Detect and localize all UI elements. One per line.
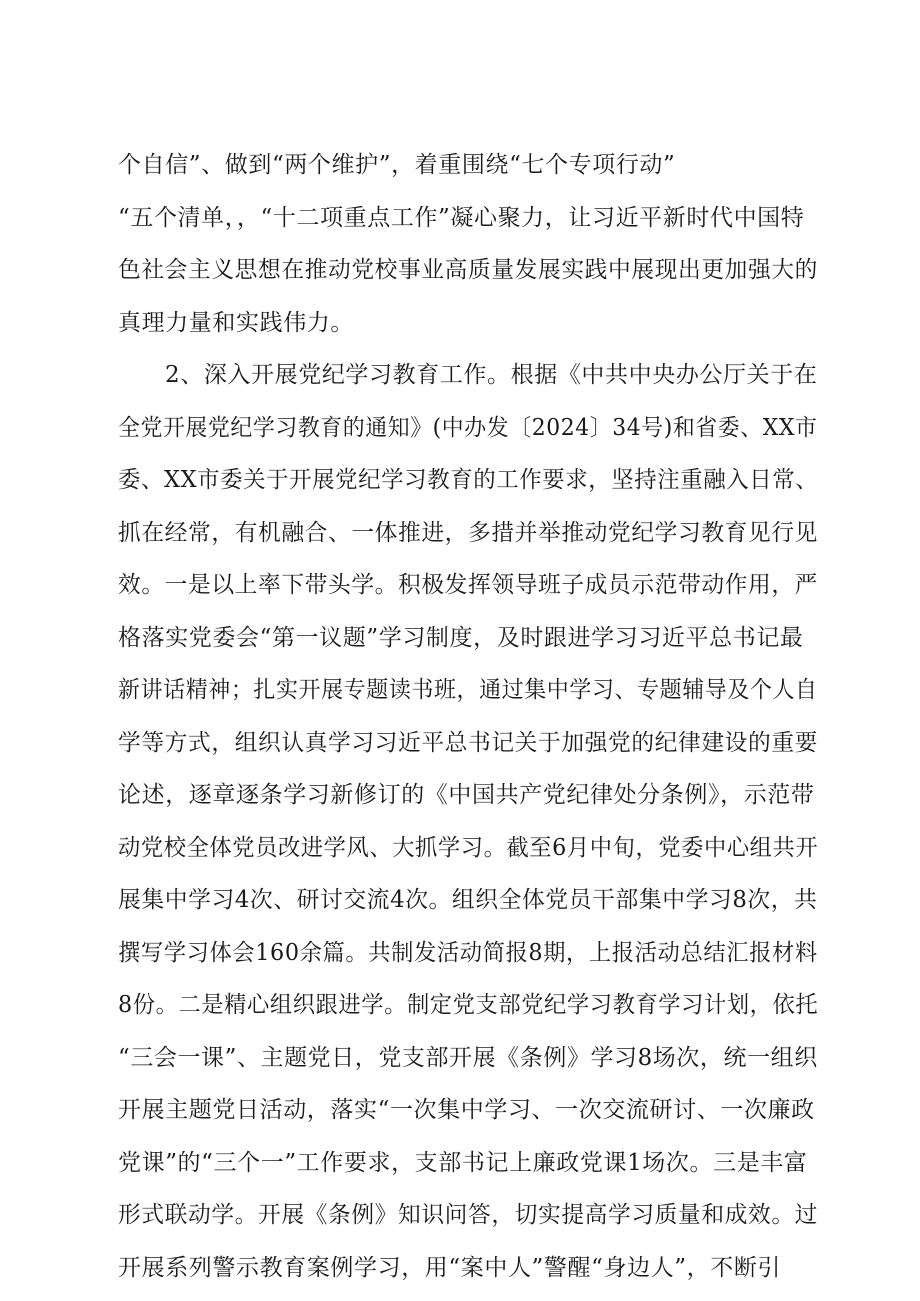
- text-line: 新讲话精神；扎实开展专题读书班，通过集中学习、专题辅导及个人自: [118, 677, 818, 703]
- text-line: 开展主题党日活动，落实“一次集中学习、一次交流研讨、一次廉政: [118, 1097, 815, 1123]
- text-line: 真理力量和实践伟力。: [118, 309, 354, 336]
- text-line: 色社会主义思想在推动党校事业高质量发展实践中展现出更加强大的: [118, 257, 818, 283]
- text-line: 8份。二是精心组织跟进学。制定党支部党纪学习教育学习计划，依托: [118, 992, 819, 1018]
- text-line: 开展系列警示教育案例学习，用“案中人”警醒“身边人”，不断引: [118, 1254, 782, 1281]
- text-line: 学等方式，组织认真学习习近平总书记关于加强党的纪律建设的重要: [118, 729, 818, 756]
- text-line: “三会一课”、主题党日，党支部开展《条例》学习8场次，统一组织: [118, 1044, 818, 1071]
- text-line: 2、深入开展党纪学习教育工作。根据《中共中央办公厅关于在: [165, 362, 818, 388]
- text-line: 格落实党委会“第一议题”学习制度，及时跟进学习习近平总书记最: [118, 624, 804, 651]
- text-line: 党课”的“三个一”工作要求，支部书记上廉政党课1场次。三是丰富: [118, 1149, 808, 1176]
- text-line: “五个清单，，“十二项重点工作”凝心聚力，让习近平新时代中国特: [118, 204, 805, 231]
- text-line: 形式联动学。开展《条例》知识问答，切实提高学习质量和成效。过: [118, 1202, 818, 1228]
- text-line: 效。一是以上率下带头学。积极发挥领导班子成员示范带动作用，严: [118, 572, 818, 598]
- text-line: 个自信”、做到“两个维护”，着重围绕“七个专项行动”: [118, 152, 676, 178]
- text-line: 论述，逐章逐条学习新修订的《中国共产党纪律处分条例》，示范带: [118, 782, 815, 808]
- text-line: 展集中学习4次、研讨交流4次。组织全体党员干部集中学习8次，共: [118, 887, 818, 913]
- text-line: 动党校全体党员改进学风、大抓学习。截至6月中旬，党委中心组共开: [118, 834, 819, 861]
- text-line: 撰写学习体会160余篇。共制发活动简报8期，上报活动总结汇报材料: [118, 939, 818, 966]
- text-line: 委、XX市委关于开展党纪学习教育的工作要求，坚持注重融入日常、: [118, 467, 819, 493]
- text-line: 全党开展党纪学习教育的通知》(中办发〔2024〕34号)和省委、XX市: [118, 414, 818, 441]
- text-line: 抓在经常，有机融合、一体推进，多措并举推动党纪学习教育见行见: [118, 519, 818, 546]
